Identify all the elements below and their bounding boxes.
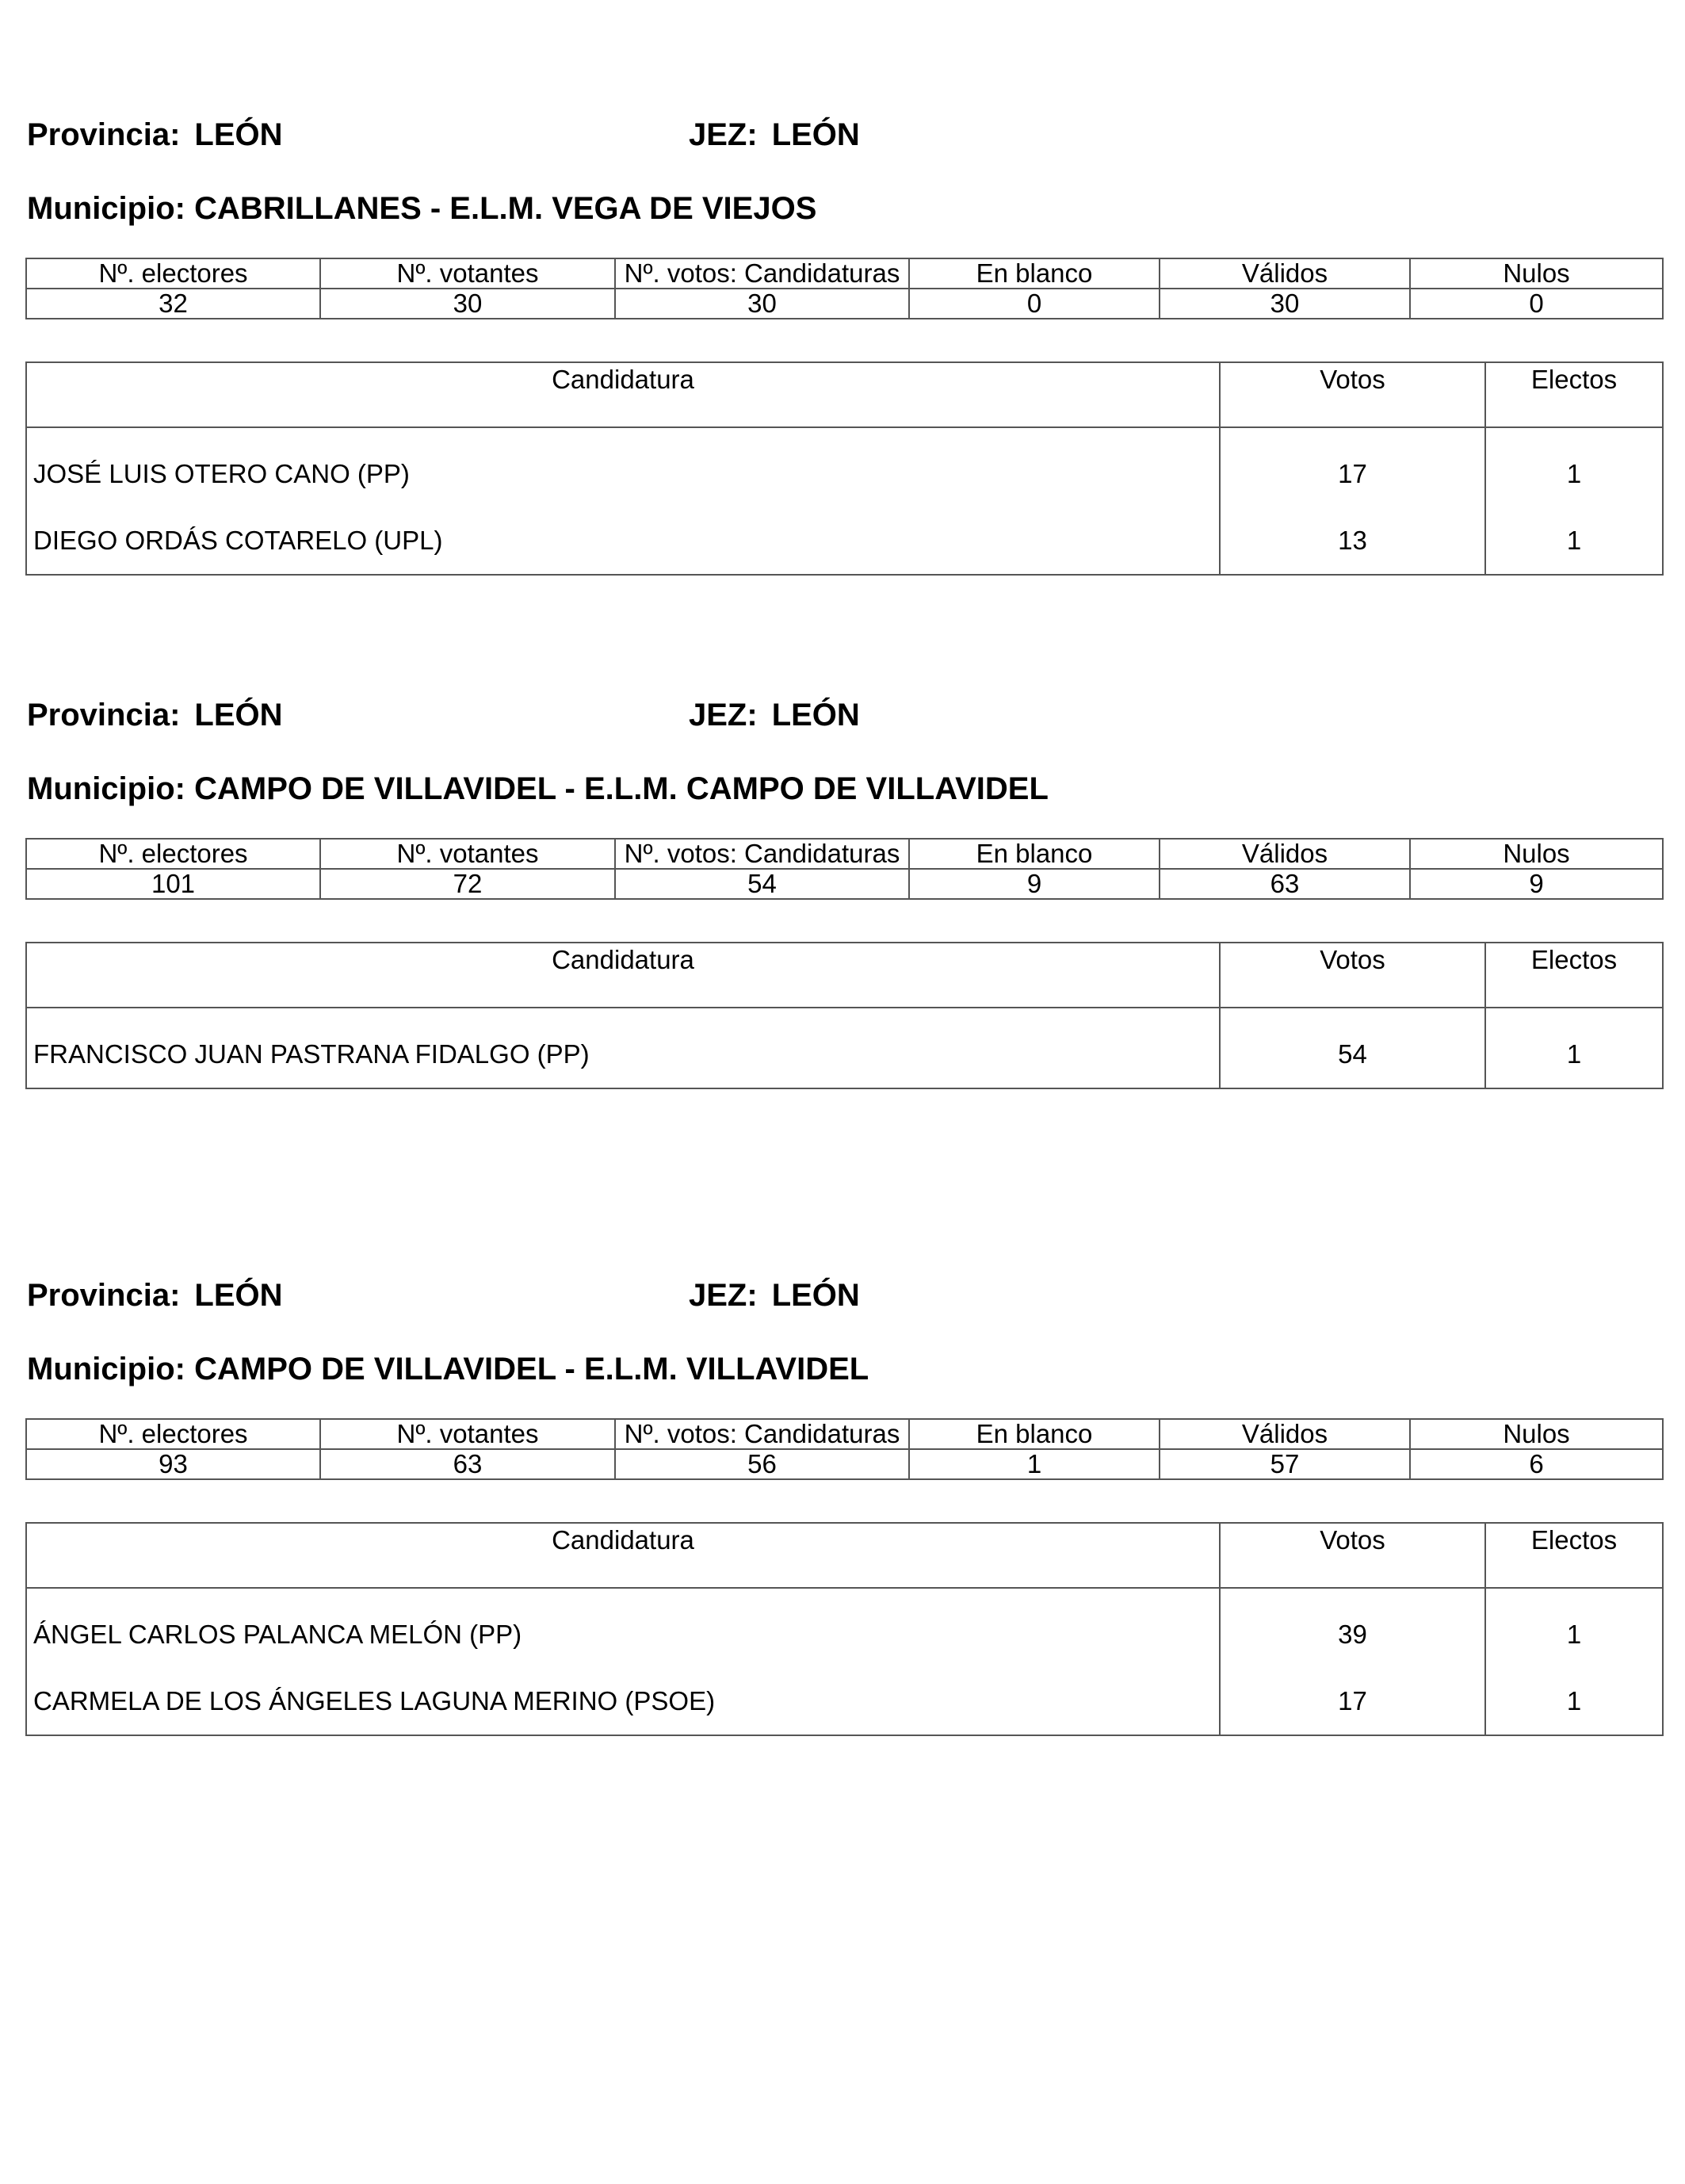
stats-header-cell: Nº. votos: Candidaturas bbox=[615, 1419, 909, 1449]
stats-header-cell: Nº. votantes bbox=[320, 1419, 615, 1449]
provincia-label: Provincia: bbox=[27, 1278, 181, 1313]
stats-value-cell: 63 bbox=[320, 1449, 615, 1479]
jez-line bbox=[689, 1276, 860, 1314]
provincia-line bbox=[27, 696, 283, 734]
votos-header: Votos bbox=[1220, 943, 1485, 1008]
stats-value-cell: 72 bbox=[320, 869, 615, 899]
municipio-line bbox=[27, 1350, 869, 1388]
jez-line bbox=[689, 116, 860, 154]
municipio-label: Municipio: bbox=[27, 771, 185, 806]
jez-value: LEÓN bbox=[771, 117, 860, 152]
jez-value: LEÓN bbox=[771, 698, 860, 732]
provincia-value: LEÓN bbox=[194, 1278, 283, 1313]
candidate-votos: 17 bbox=[1220, 1668, 1485, 1735]
stats-value-cell: 9 bbox=[909, 869, 1160, 899]
stats-value-cell: 9 bbox=[1410, 869, 1663, 899]
candidate-name: FRANCISCO JUAN PASTRANA FIDALGO (PP) bbox=[26, 1008, 1220, 1088]
stats-header-cell: Válidos bbox=[1160, 1419, 1410, 1449]
candidate-electos: 1 bbox=[1485, 1008, 1663, 1088]
stats-table bbox=[25, 838, 1664, 900]
stats-header-cell: Válidos bbox=[1160, 839, 1410, 869]
stats-header-row bbox=[26, 839, 1663, 869]
provincia-value: LEÓN bbox=[194, 698, 283, 732]
candidate-row bbox=[26, 1588, 1663, 1668]
municipio-label: Municipio: bbox=[27, 1352, 185, 1387]
stats-header-row bbox=[26, 258, 1663, 289]
stats-value-row bbox=[26, 1449, 1663, 1479]
candidate-name: DIEGO ORDÁS COTARELO (UPL) bbox=[26, 507, 1220, 575]
stats-header-cell: Nº. votos: Candidaturas bbox=[615, 839, 909, 869]
candidates-table bbox=[25, 1522, 1664, 1736]
stats-value-cell: 93 bbox=[26, 1449, 320, 1479]
candidate-electos: 1 bbox=[1485, 427, 1663, 507]
provincia-line bbox=[27, 116, 283, 154]
municipio-line bbox=[27, 770, 1049, 808]
candidate-name: CARMELA DE LOS ÁNGELES LAGUNA MERINO (PSOE) bbox=[26, 1668, 1220, 1735]
jez-line bbox=[689, 696, 860, 734]
provincia-value: LEÓN bbox=[194, 117, 283, 152]
stats-value-cell: 6 bbox=[1410, 1449, 1663, 1479]
stats-header-row bbox=[26, 1419, 1663, 1449]
stats-header-cell: Nulos bbox=[1410, 1419, 1663, 1449]
stats-value-cell: 1 bbox=[909, 1449, 1160, 1479]
candidate-votos: 13 bbox=[1220, 507, 1485, 575]
candidate-votos: 39 bbox=[1220, 1588, 1485, 1668]
candidate-row bbox=[26, 427, 1663, 507]
provincia-label: Provincia: bbox=[27, 117, 181, 152]
candidate-row bbox=[26, 507, 1663, 575]
candidate-votos: 54 bbox=[1220, 1008, 1485, 1088]
stats-value-cell: 30 bbox=[320, 289, 615, 319]
stats-value-cell: 0 bbox=[909, 289, 1160, 319]
stats-header-cell: Nº. electores bbox=[26, 1419, 320, 1449]
candidate-row bbox=[26, 1008, 1663, 1088]
candidate-votos: 17 bbox=[1220, 427, 1485, 507]
municipio-label: Municipio: bbox=[27, 191, 185, 226]
provincia-line bbox=[27, 1276, 283, 1314]
candidate-electos: 1 bbox=[1485, 1668, 1663, 1735]
stats-header-cell: En blanco bbox=[909, 258, 1160, 289]
candidates-table bbox=[25, 942, 1664, 1089]
municipio-line bbox=[27, 189, 816, 228]
stats-header-cell: Nº. electores bbox=[26, 839, 320, 869]
electos-header: Electos bbox=[1485, 362, 1663, 427]
stats-value-cell: 63 bbox=[1160, 869, 1410, 899]
stats-header-cell: Nº. votantes bbox=[320, 258, 615, 289]
votos-header: Votos bbox=[1220, 362, 1485, 427]
municipio-value: CAMPO DE VILLAVIDEL - E.L.M. CAMPO DE VILLAVIDEL bbox=[194, 771, 1049, 806]
jez-label: JEZ: bbox=[689, 698, 758, 732]
stats-header-cell: Nº. electores bbox=[26, 258, 320, 289]
candidate-name: ÁNGEL CARLOS PALANCA MELÓN (PP) bbox=[26, 1588, 1220, 1668]
stats-table bbox=[25, 1418, 1664, 1480]
candidates-header-row bbox=[26, 943, 1663, 1008]
stats-header-cell: Válidos bbox=[1160, 258, 1410, 289]
municipio-value: CAMPO DE VILLAVIDEL - E.L.M. VILLAVIDEL bbox=[194, 1352, 869, 1387]
stats-table bbox=[25, 258, 1664, 319]
stats-value-row bbox=[26, 289, 1663, 319]
stats-header-cell: Nº. votantes bbox=[320, 839, 615, 869]
votos-header: Votos bbox=[1220, 1523, 1485, 1588]
stats-value-row bbox=[26, 869, 1663, 899]
electos-header: Electos bbox=[1485, 1523, 1663, 1588]
candidate-name: JOSÉ LUIS OTERO CANO (PP) bbox=[26, 427, 1220, 507]
municipio-value: CABRILLANES - E.L.M. VEGA DE VIEJOS bbox=[194, 191, 817, 226]
stats-value-cell: 54 bbox=[615, 869, 909, 899]
stats-value-cell: 57 bbox=[1160, 1449, 1410, 1479]
candidate-electos: 1 bbox=[1485, 507, 1663, 575]
stats-value-cell: 30 bbox=[1160, 289, 1410, 319]
candidate-electos: 1 bbox=[1485, 1588, 1663, 1668]
stats-value-cell: 32 bbox=[26, 289, 320, 319]
jez-value: LEÓN bbox=[771, 1278, 860, 1313]
candidates-table bbox=[25, 361, 1664, 576]
jez-label: JEZ: bbox=[689, 1278, 758, 1313]
stats-header-cell: En blanco bbox=[909, 839, 1160, 869]
candidates-header-row bbox=[26, 1523, 1663, 1588]
stats-value-cell: 0 bbox=[1410, 289, 1663, 319]
stats-header-cell: Nº. votos: Candidaturas bbox=[615, 258, 909, 289]
electos-header: Electos bbox=[1485, 943, 1663, 1008]
stats-value-cell: 101 bbox=[26, 869, 320, 899]
stats-header-cell: Nulos bbox=[1410, 839, 1663, 869]
candidatura-header: Candidatura bbox=[26, 1523, 1220, 1588]
candidate-row bbox=[26, 1668, 1663, 1735]
stats-value-cell: 30 bbox=[615, 289, 909, 319]
candidates-header-row bbox=[26, 362, 1663, 427]
stats-header-cell: Nulos bbox=[1410, 258, 1663, 289]
stats-header-cell: En blanco bbox=[909, 1419, 1160, 1449]
stats-value-cell: 56 bbox=[615, 1449, 909, 1479]
candidatura-header: Candidatura bbox=[26, 362, 1220, 427]
provincia-label: Provincia: bbox=[27, 698, 181, 732]
candidatura-header: Candidatura bbox=[26, 943, 1220, 1008]
jez-label: JEZ: bbox=[689, 117, 758, 152]
